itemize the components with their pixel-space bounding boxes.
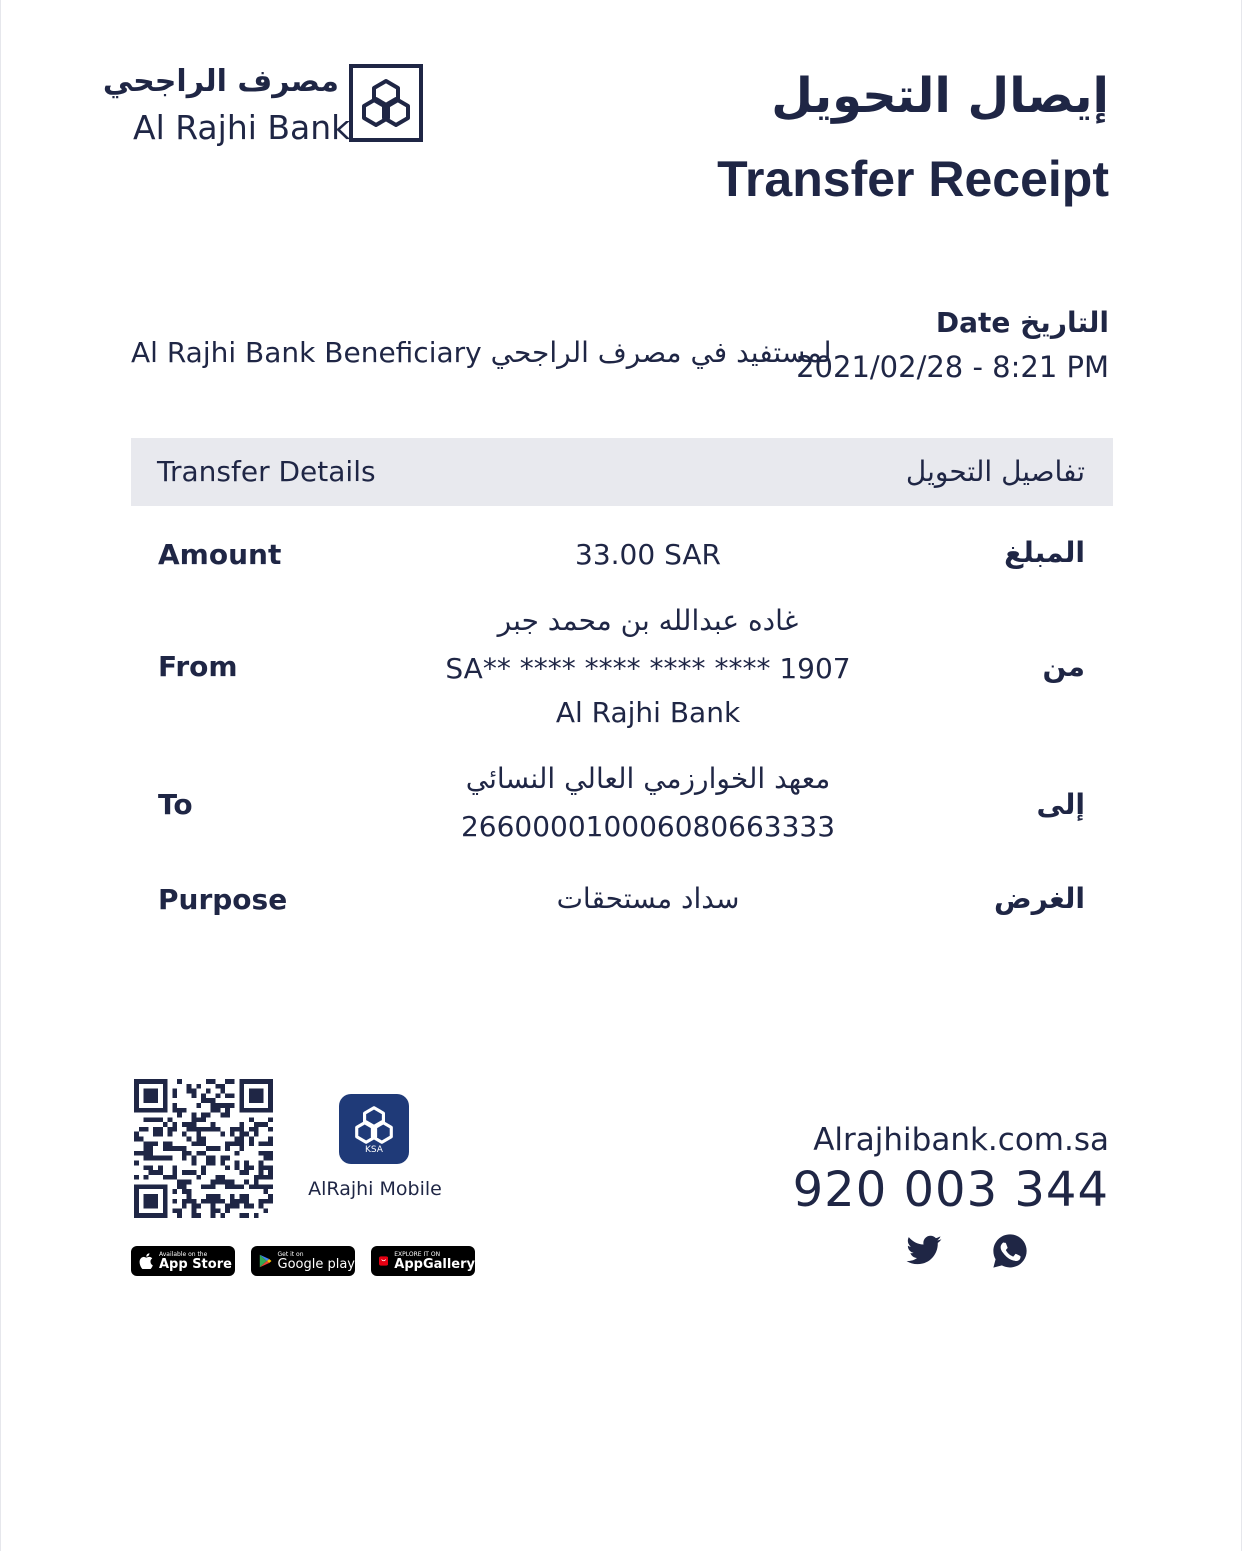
app-icon-badge: KSA (365, 1145, 383, 1155)
amount-label-arabic: المبلغ (1004, 536, 1085, 569)
purpose-value: سداد مستحقات (556, 882, 740, 915)
page-title: Transfer Receipt (717, 151, 1109, 207)
bank-logo-icon (349, 64, 423, 142)
app-store-small: Available on the (159, 1250, 208, 1258)
alrajhi-mobile-app-icon[interactable] (339, 1094, 409, 1164)
date-label: Date التاريخ (935, 306, 1109, 339)
google-play-small: Get it on (277, 1250, 304, 1258)
purpose-label-arabic: الغرض (994, 882, 1085, 915)
from-label: From (158, 650, 238, 683)
from-label-arabic: من (1042, 650, 1085, 683)
from-name: غاده عبدالله بن محمد جبر (497, 604, 799, 637)
transfer-details-title-arabic: تفاصيل التحويل (905, 455, 1085, 488)
to-label-arabic: إلى (1036, 788, 1085, 821)
phone-number[interactable]: 920 003 344 (792, 1162, 1109, 1218)
beneficiary-type: Al Rajhi Bank Beneficiary لمستفيد في مصرف الراجحي (131, 336, 832, 369)
website-link[interactable]: Alrajhibank.com.sa (813, 1122, 1109, 1158)
google-play-label: Google play (277, 1256, 355, 1272)
app-gallery-button[interactable] (371, 1246, 475, 1276)
date-value: 2021/02/28 - 8:21 PM (796, 350, 1109, 384)
twitter-icon[interactable] (905, 1232, 943, 1270)
logo-arabic-text: مصرف الراجحي (102, 64, 339, 99)
google-play-icon (259, 1252, 272, 1270)
amount-label: Amount (158, 538, 282, 571)
app-name: AlRajhi Mobile (308, 1178, 442, 1200)
app-gallery-small: EXPLORE IT ON (394, 1250, 441, 1258)
to-label: To (158, 788, 193, 821)
purpose-label: Purpose (158, 883, 288, 916)
logo-english-text: Al Rajhi Bank (133, 108, 351, 147)
huawei-icon (379, 1252, 388, 1270)
apple-icon (139, 1253, 153, 1269)
app-gallery-label: AppGallery (394, 1256, 475, 1272)
google-play-button[interactable] (251, 1246, 355, 1276)
to-account: 266000010006080663333 (460, 810, 836, 843)
to-name: معهد الخوارزمي العالي النسائي (465, 762, 831, 795)
from-bank: Al Rajhi Bank (555, 696, 741, 729)
amount-value: 33.00 SAR (575, 538, 721, 571)
app-store-label: App Store (159, 1256, 232, 1272)
qr-code (134, 1079, 273, 1218)
app-store-button[interactable] (131, 1246, 235, 1276)
page-title-arabic: إيصال التحويل (771, 68, 1109, 124)
from-account: SA** **** **** **** **** 1907 (445, 652, 851, 685)
whatsapp-icon[interactable] (991, 1232, 1029, 1270)
transfer-details-title: Transfer Details (157, 455, 376, 488)
